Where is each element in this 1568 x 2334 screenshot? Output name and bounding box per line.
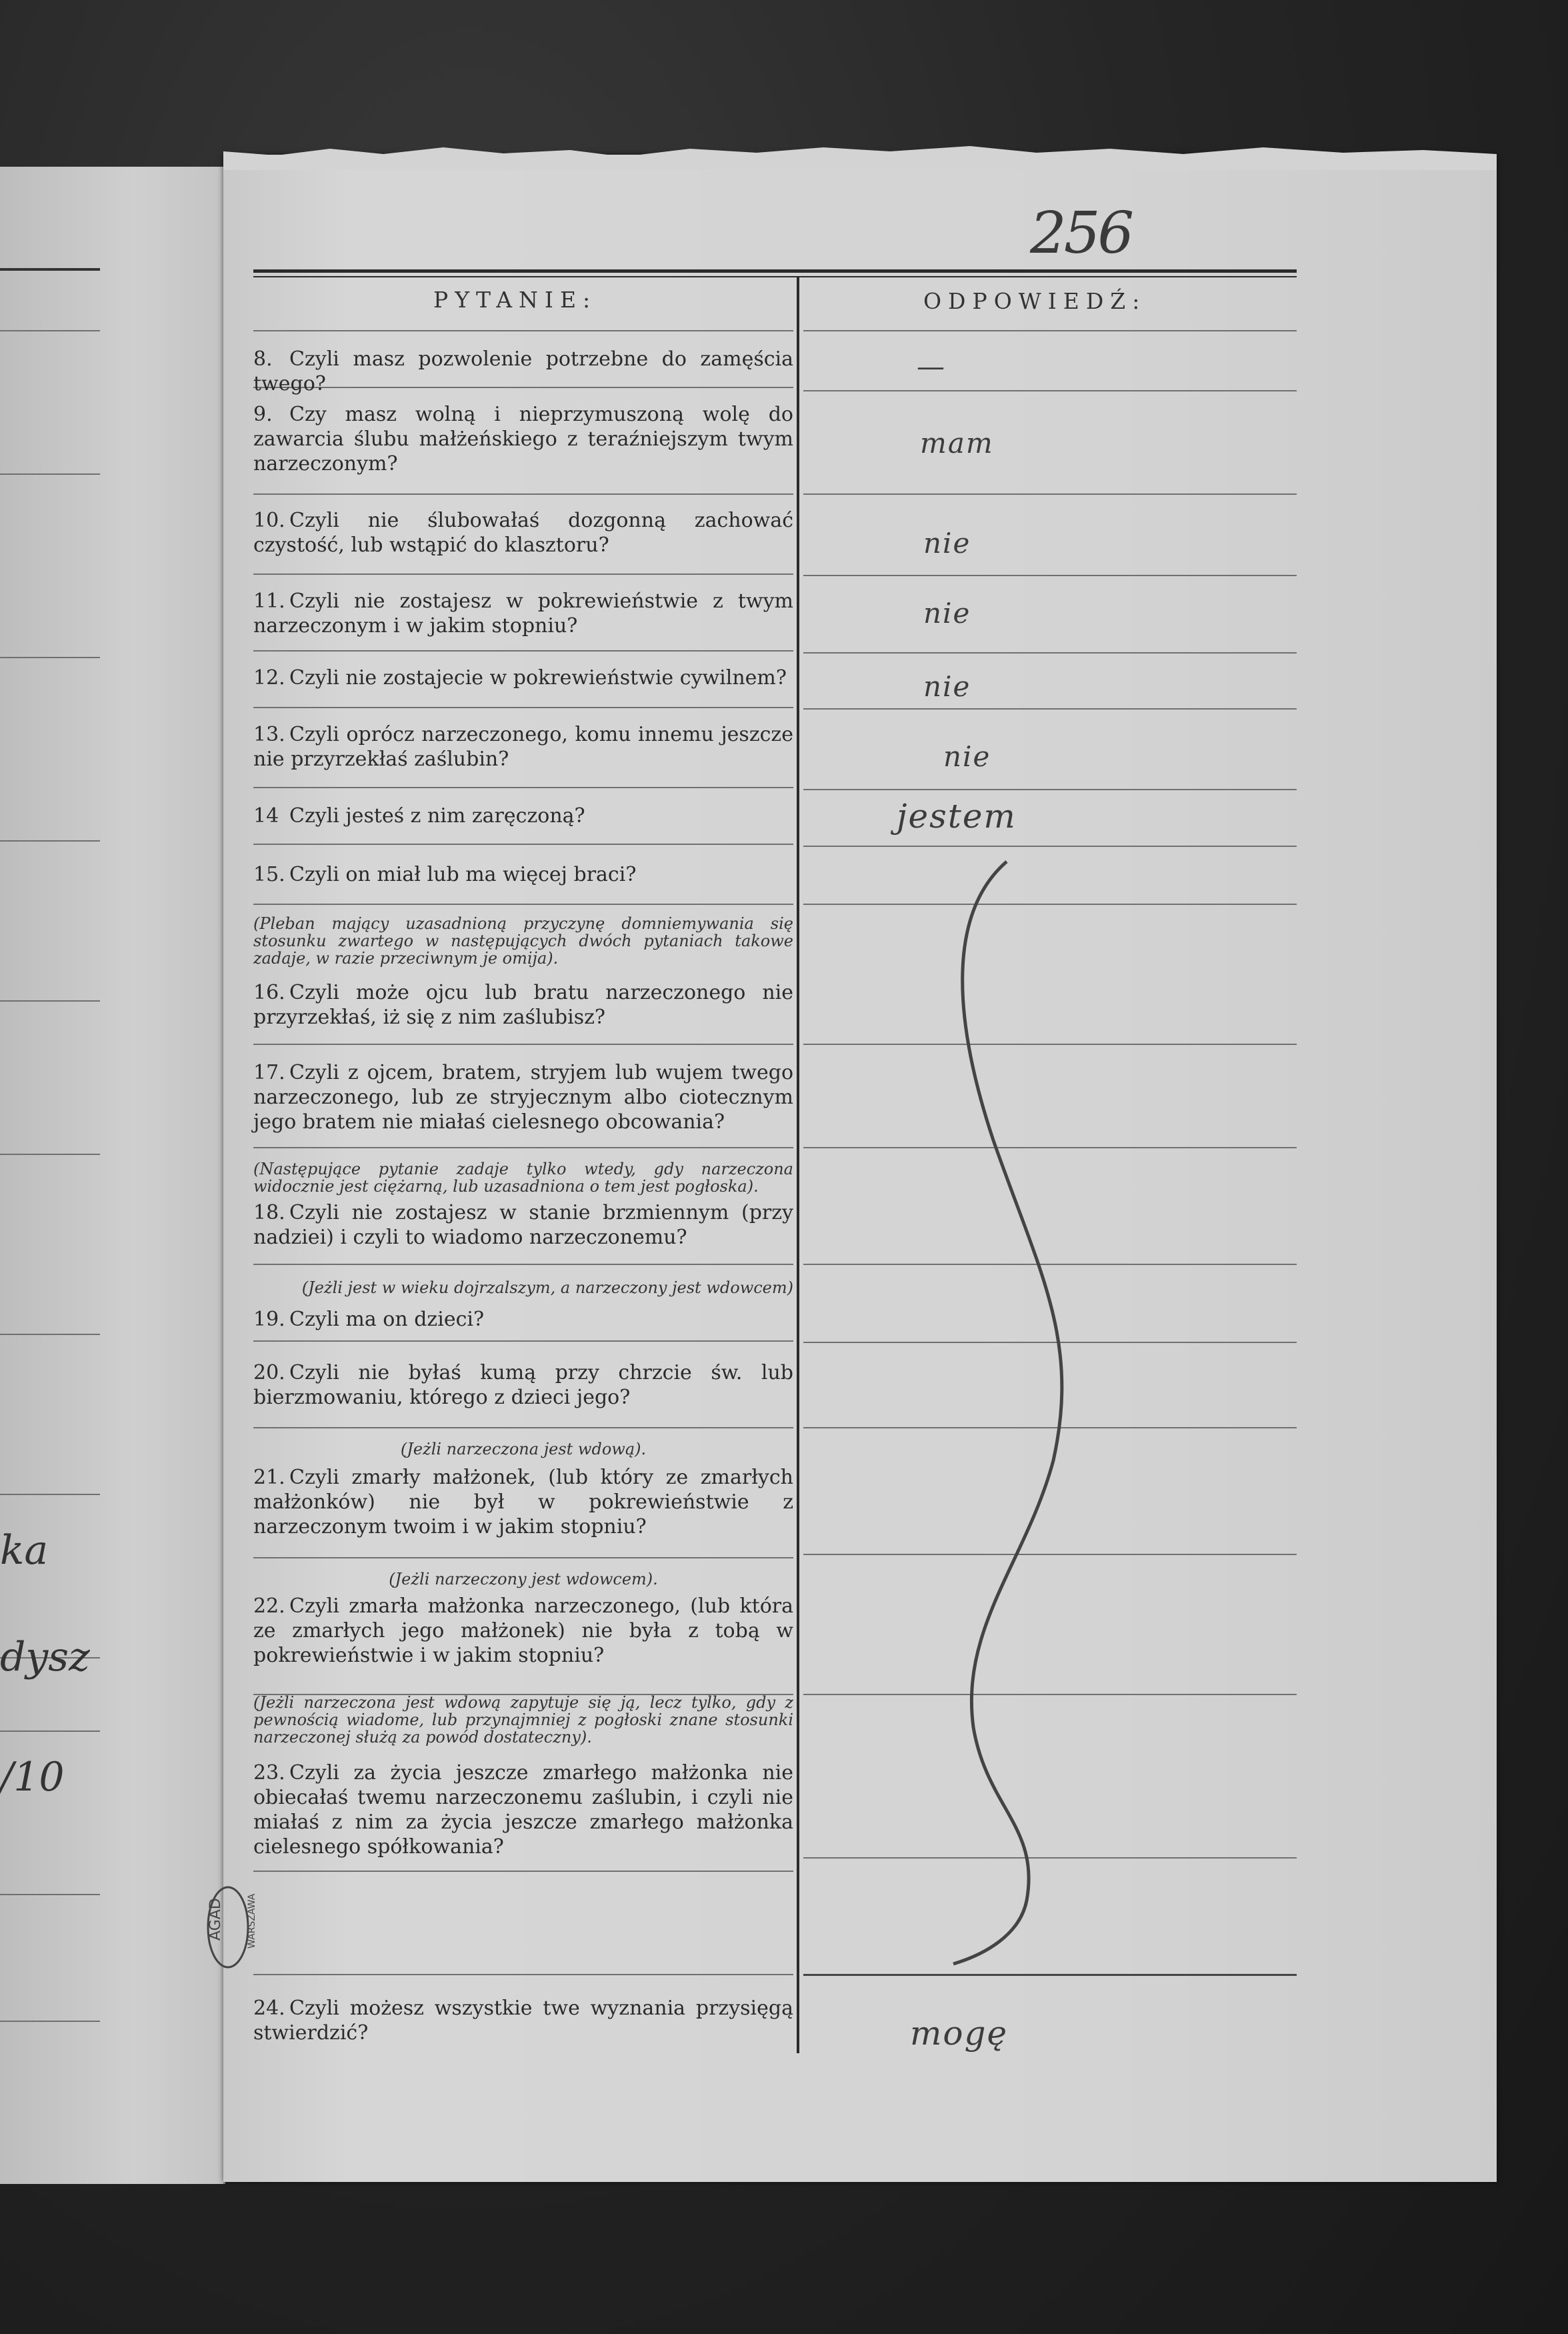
row-separator [253,1264,793,1265]
question-row [253,980,793,1030]
question-row [253,589,793,638]
row-separator [803,789,1297,790]
question-number: 14 [253,804,279,828]
question-number: 8. [253,347,273,371]
row-separator [253,330,793,331]
answer-column-header: ODPOWIEDŹ: [923,288,1147,314]
margin-fragment: /10 [0,1754,65,1801]
question-number: 18. [253,1201,285,1224]
answer-dash: — [917,350,946,383]
answer-handwritten: mogę [910,2014,1009,2053]
answer-handwritten: nie [923,670,971,703]
question-number: 9. [253,403,273,426]
question-text: Czyli ma on dzieci? [289,1308,485,1331]
question-number: 20. [253,1361,285,1384]
question-row [253,508,793,557]
svg-text:WARSZAWA: WARSZAWA [247,1893,257,1949]
question-number: 24. [253,1997,285,2020]
left-page-rule [0,1334,100,1335]
question-number: 19. [253,1308,285,1331]
question-row [253,1594,793,1668]
left-page-rule [0,330,100,331]
question-row [253,1360,793,1410]
question-row [253,1200,793,1250]
row-separator [803,846,1297,847]
margin-fragment: dysz [0,1634,90,1680]
row-separator [253,1557,793,1558]
margin-fragment: ka [0,1527,49,1574]
question-text: Czyli nie zostajesz w stanie brzmiennym (przy nadziei) i czyli to wiadomo narzeczonemu? [253,1201,793,1249]
question-number: 17. [253,1061,285,1084]
answer-handwritten: jestem [897,797,1017,836]
left-page-rule [0,268,100,271]
row-separator [253,1147,793,1148]
question-text: Czyli zmarła małżonka narzeczonego, (lub która ze zmarłych jego małżonek) nie była z tobą w pokrewieństwie i w jakim stopniu? [253,1594,793,1667]
question-number: 23. [253,1761,285,1785]
question-row [253,722,793,772]
column-divider [797,276,799,2053]
row-separator [253,1427,793,1428]
question-text: Czy masz wolną i nieprzymuszoną wolę do zawarcia ślubu małżeńskiego z teraźniejszym twym narzeczonym? [253,403,793,475]
question-row [253,804,793,828]
row-separator [253,1340,793,1342]
left-page-rule [0,2021,100,2022]
question-text: Czyli zmarły małżonek, (lub który ze zmarłych małżonków) nie był w pokrewieństwie z narzeczonym twoim i w jakim stopniu? [253,1466,793,1538]
header-rule-top-thin [253,276,1297,277]
header-rule-top [253,269,1297,273]
torn-paper-edge [223,143,1497,170]
row-separator [803,330,1297,331]
question-row [253,862,793,887]
row-separator [253,904,793,905]
row-separator [803,575,1297,576]
left-page-rule [0,1494,100,1495]
row-separator [253,787,793,788]
question-text: Czyli nie zostajecie w pokrewieństwie cywilnem? [289,666,787,690]
question-row [253,1060,793,1134]
question-text: Czyli za życia jeszcze zmarłego małżonka nie obiecałaś twemu narzeczonemu zaślubin, i czyli nie miałaś z nim za życia jeszcze zmarłego małżonka cielesnego spółkowania? [253,1761,793,1859]
row-separator [253,650,793,652]
question-number: 10. [253,509,285,532]
left-page-rule [0,1894,100,1895]
page-number: 256 [1030,200,1132,267]
left-page-rule [0,840,100,842]
question-column-header: PYTANIE: [433,287,597,313]
row-separator [253,1871,793,1872]
question-note: (Pleban mający uzasadnioną przyczynę domniemywania się stosunku zwartego w następujących dwóch pytaniach takowe zadaje, w razie przeciwnym je omija). [253,914,793,968]
question-row [253,347,793,396]
question-text: Czyli nie byłaś kumą przy chrzcie św. lub bierzmowaniu, którego z dzieci jego? [253,1361,793,1409]
question-number: 11. [253,590,285,613]
question-number: 15. [253,863,285,886]
row-separator [253,707,793,708]
left-page-rule [0,657,100,658]
row-separator [253,493,793,495]
left-page-rule [0,473,100,475]
question-note: (Jeżli jest w wieku dojrzalszym, a narzeczony jest wdowcem) [301,1278,793,1297]
svg-text:AGAD: AGAD [207,1898,224,1941]
question-text: Czyli oprócz narzeczonego, komu innemu jeszcze nie przyrzekłaś zaślubin? [253,723,793,771]
question-row [253,1996,793,2045]
row-separator [803,652,1297,654]
answer-handwritten: nie [923,597,971,630]
question-text: Czyli może ojcu lub bratu narzeczonego nie przyrzekłaś, iż się z nim zaślubisz? [253,981,793,1029]
question-row [253,402,793,476]
question-number: 12. [253,666,285,690]
question-row [253,1761,793,1859]
question-text: Czyli nie ślubowałaś dozgonną zachować czystość, lub wstąpić do klasztoru? [253,509,793,557]
row-separator [803,493,1297,495]
row-separator [803,1974,1297,1976]
archive-stamp [180,1877,257,1977]
question-note: (Następujące pytanie zadaje tylko wtedy, gdy narzeczona widocznie jest ciężarną, lub uzasadniona o tem jest pogłoska). [253,1160,793,1196]
row-separator [253,844,793,845]
question-text: Czyli możesz wszystkie twe wyznania przysięgą stwierdzić? [253,1997,793,2045]
question-text: Czyli nie zostajesz w pokrewieństwie z twym narzeczonym i w jakim stopniu? [253,590,793,638]
wavy-strike-line [920,860,1093,1967]
question-note: (Jeżli narzeczona jest wdową). [400,1440,647,1458]
answer-handwritten: mam [920,427,994,459]
question-number: 16. [253,981,285,1004]
left-page-rule [0,1000,100,1002]
question-note: (Jeżli narzeczona jest wdową zapytuje się ją, lecz tylko, gdy z pewnością wiadome, lub przynajmniej z pogłoski znane stosunki narzeczonej służą za powód dostateczny). [253,1693,793,1746]
question-row [253,666,793,690]
answer-handwritten: nie [923,527,971,559]
answer-handwritten: nie [943,740,991,773]
row-separator [253,1974,793,1975]
left-page-rule [0,1154,100,1155]
question-text: Czyli jesteś z nim zaręczoną? [289,804,585,828]
row-separator [803,708,1297,710]
question-row [253,1307,793,1332]
row-separator [253,1044,793,1045]
question-text: Czyli z ojcem, bratem, stryjem lub wujem twego narzeczonego, lub ze stryjecznym albo ciotecznym jego bratem nie miałaś cielesnego obcowania? [253,1061,793,1134]
question-text: Czyli on miał lub ma więcej braci? [289,863,637,886]
question-number: 13. [253,723,285,746]
question-text: Czyli masz pozwolenie potrzebne do zamęścia twego? [253,347,793,395]
question-number: 21. [253,1466,285,1489]
row-separator [253,573,793,575]
row-separator [803,390,1297,391]
question-row [253,1465,793,1539]
question-note: (Jeżli narzeczony jest wdowcem). [389,1570,658,1588]
question-number: 22. [253,1594,285,1618]
left-page-rule [0,1730,100,1732]
